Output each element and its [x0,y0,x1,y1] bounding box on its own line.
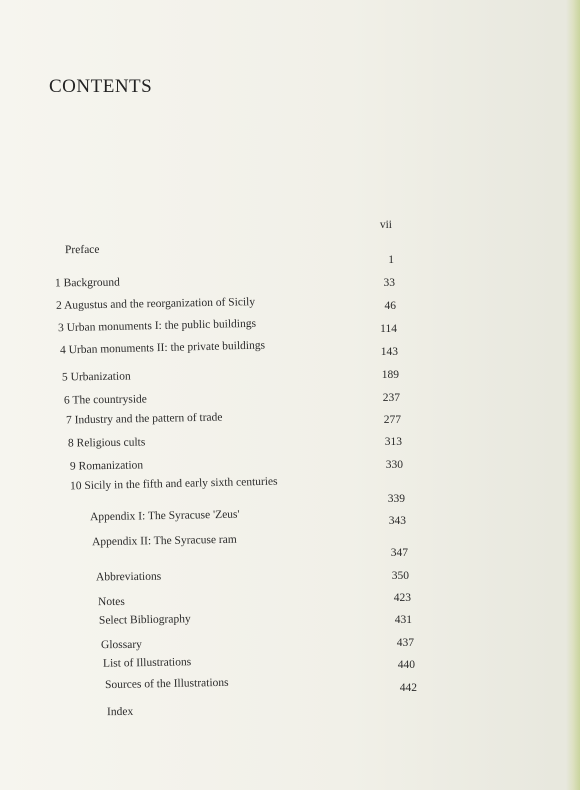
page-number: 237 [382,392,400,404]
page-number: 347 [390,547,408,559]
page-number: 189 [381,369,399,381]
toc-entry-9: 9 Romanization [69,459,144,473]
toc-entry-glossary: Glossary [100,638,142,652]
page-number: 423 [393,592,411,604]
toc-entry-appendix-1: Appendix I: The Syracuse 'Zeus' [89,508,240,524]
page-title: CONTENTS [49,76,153,97]
toc-entry-index: Index [106,705,134,719]
toc-entry-8: 8 Religious cults [67,436,146,450]
page-number: 114 [380,323,397,335]
page-number: 431 [394,614,412,626]
page-number: vii [379,219,392,231]
page-number: 33 [383,277,395,289]
toc-entry-10: 10 Sicily in the fifth and early sixth centuries [69,475,278,493]
page-number: 437 [396,637,414,649]
page-number: 343 [388,515,406,527]
toc-entry-6: 6 The countryside [63,393,147,407]
page-number: 143 [380,346,398,358]
toc-entry-list-of-illustrations: List of Illustrations [102,656,192,670]
toc-entry-5: 5 Urbanization [61,370,131,384]
page-edge-shadow [566,0,580,790]
toc-entry-notes: Notes [97,595,125,609]
toc-entry-7: 7 Industry and the pattern of trade [65,411,223,427]
toc-entry-sources-of-illustrations: Sources of the Illustrations [104,676,229,692]
toc-entry-1: 1 Background [54,276,120,290]
toc-entry-appendix-2: Appendix II: The Syracuse ram [91,533,237,549]
page-number: 330 [385,459,403,471]
page-number: 277 [383,414,401,426]
toc-entry-preface: Preface [64,243,100,257]
page-number: 339 [387,493,405,505]
page-number: 46 [384,300,396,312]
toc-entry-abbreviations: Abbreviations [95,570,162,584]
page-number: 1 [388,254,394,266]
toc-entry-3: 3 Urban monuments I: the public buildings [57,317,257,335]
toc-entry-2: 2 Augustus and the reorganization of Sicily [55,296,256,312]
page-number: 350 [391,570,409,582]
page-number: 440 [397,659,415,671]
page-number: 313 [384,436,402,448]
toc-entry-4: 4 Urban monuments II: the private buildings [59,339,266,357]
page-number: 442 [399,682,417,694]
toc-entry-bibliography: Select Bibliography [98,613,191,627]
